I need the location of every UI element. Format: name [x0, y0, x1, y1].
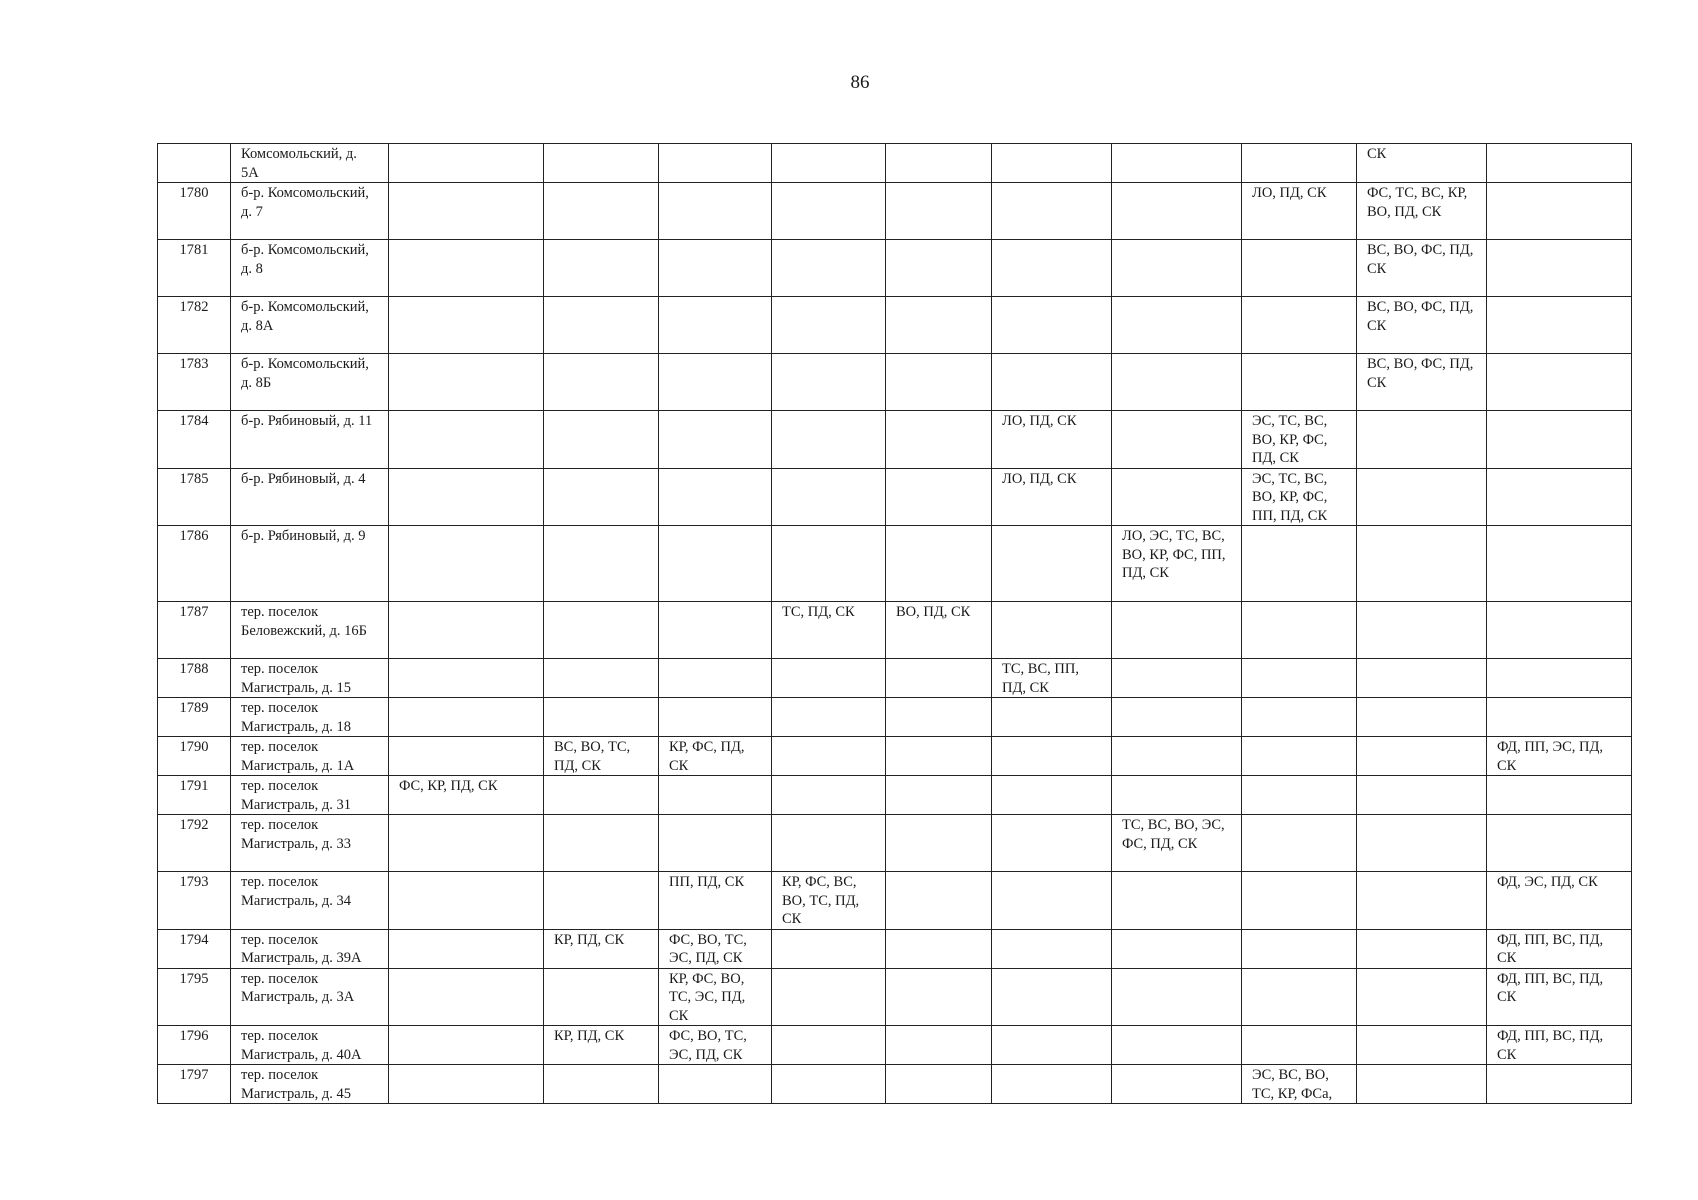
code-cell-c1: [389, 815, 544, 872]
code-cell-c3: [659, 698, 772, 737]
code-cell-c5: [886, 411, 992, 469]
code-cell-c3: [659, 297, 772, 354]
code-cell-c3: [659, 240, 772, 297]
code-cell-c5: [886, 776, 992, 815]
code-cell-c1: [389, 411, 544, 469]
code-cell-c1: [389, 1026, 544, 1065]
code-cell-c3: [659, 815, 772, 872]
row-number-cell: 1793: [158, 872, 231, 930]
code-cell-c9: [1357, 698, 1487, 737]
code-cell-c5: [886, 929, 992, 968]
code-cell-c10: [1487, 183, 1632, 240]
code-cell-c8: ЭС, ТС, ВС, ВО, КР, ФС, ПП, ПД, СК: [1242, 468, 1357, 526]
code-cell-c7: [1112, 1026, 1242, 1065]
code-cell-c10: [1487, 411, 1632, 469]
address-cell: б-р. Комсомольский, д. 7: [231, 183, 389, 240]
code-cell-c9: ВС, ВО, ФС, ПД, СК: [1357, 240, 1487, 297]
row-number-cell: 1781: [158, 240, 231, 297]
code-cell-c5: [886, 526, 992, 602]
code-cell-c3: [659, 776, 772, 815]
code-cell-c8: ЭС, ТС, ВС, ВО, КР, ФС, ПД, СК: [1242, 411, 1357, 469]
code-cell-c4: ТС, ПД, СК: [772, 602, 886, 659]
code-cell-c2: [544, 183, 659, 240]
code-cell-c6: [992, 297, 1112, 354]
code-cell-c6: [992, 144, 1112, 183]
code-cell-c8: [1242, 872, 1357, 930]
address-cell: б-р. Рябиновый, д. 11: [231, 411, 389, 469]
code-cell-c6: ТС, ВС, ПП, ПД, СК: [992, 659, 1112, 698]
code-cell-c8: [1242, 659, 1357, 698]
code-cell-c3: КР, ФС, ВО, ТС, ЭС, ПД, СК: [659, 968, 772, 1026]
code-cell-c8: [1242, 297, 1357, 354]
row-number-cell: 1787: [158, 602, 231, 659]
code-cell-c1: [389, 872, 544, 930]
code-cell-c5: ВО, ПД, СК: [886, 602, 992, 659]
code-cell-c2: [544, 968, 659, 1026]
code-cell-c2: [544, 815, 659, 872]
code-cell-c2: ВС, ВО, ТС, ПД, СК: [544, 737, 659, 776]
code-cell-c9: [1357, 1026, 1487, 1065]
table-row: [158, 240, 1632, 297]
code-cell-c9: ВС, ВО, ФС, ПД, СК: [1357, 297, 1487, 354]
code-cell-c10: ФД, ПП, ВС, ПД, СК: [1487, 968, 1632, 1026]
code-cell-c9: [1357, 776, 1487, 815]
code-cell-c1: ФС, КР, ПД, СК: [389, 776, 544, 815]
row-number-cell: 1785: [158, 468, 231, 526]
code-cell-c2: [544, 297, 659, 354]
table-row: [158, 737, 1632, 776]
code-cell-c5: [886, 698, 992, 737]
code-cell-c6: [992, 240, 1112, 297]
code-cell-c3: [659, 144, 772, 183]
code-cell-c6: [992, 183, 1112, 240]
address-cell: тер. поселок Магистраль, д. 45: [231, 1065, 389, 1104]
code-cell-c6: [992, 968, 1112, 1026]
code-cell-c9: [1357, 968, 1487, 1026]
code-cell-c3: [659, 1065, 772, 1104]
code-cell-c3: [659, 411, 772, 469]
code-cell-c4: [772, 526, 886, 602]
table-row: [158, 468, 1632, 526]
address-cell: тер. поселок Магистраль, д. 39А: [231, 929, 389, 968]
address-cell: тер. поселок Магистраль, д. 15: [231, 659, 389, 698]
table-row: [158, 1065, 1632, 1104]
address-cell: тер. поселок Магистраль, д. 3А: [231, 968, 389, 1026]
code-cell-c4: [772, 1065, 886, 1104]
code-cell-c9: [1357, 411, 1487, 469]
code-cell-c3: КР, ФС, ПД, СК: [659, 737, 772, 776]
code-cell-c8: [1242, 776, 1357, 815]
table-row: [158, 1026, 1632, 1065]
code-cell-c4: [772, 297, 886, 354]
code-cell-c2: [544, 602, 659, 659]
table-row: [158, 872, 1632, 930]
table-row: [158, 815, 1632, 872]
code-cell-c4: [772, 144, 886, 183]
address-cell: б-р. Рябиновый, д. 9: [231, 526, 389, 602]
code-cell-c9: [1357, 929, 1487, 968]
code-cell-c4: [772, 815, 886, 872]
code-cell-c1: [389, 297, 544, 354]
code-cell-c7: [1112, 602, 1242, 659]
code-cell-c10: [1487, 297, 1632, 354]
code-cell-c7: [1112, 737, 1242, 776]
code-cell-c4: [772, 183, 886, 240]
code-cell-c8: [1242, 815, 1357, 872]
address-cell: б-р. Рябиновый, д. 4: [231, 468, 389, 526]
code-cell-c8: [1242, 526, 1357, 602]
code-cell-c3: ПП, ПД, СК: [659, 872, 772, 930]
code-cell-c10: [1487, 468, 1632, 526]
table-row: [158, 183, 1632, 240]
code-cell-c7: ТС, ВС, ВО, ЭС, ФС, ПД, СК: [1112, 815, 1242, 872]
code-cell-c10: [1487, 354, 1632, 411]
code-cell-c7: [1112, 698, 1242, 737]
address-cell: тер. поселок Магистраль, д. 33: [231, 815, 389, 872]
code-cell-c4: [772, 776, 886, 815]
address-cell: тер. поселок Магистраль, д. 1А: [231, 737, 389, 776]
code-cell-c9: ФС, ТС, ВС, КР, ВО, ПД, СК: [1357, 183, 1487, 240]
code-cell-c6: [992, 602, 1112, 659]
code-cell-c2: [544, 354, 659, 411]
code-cell-c1: [389, 602, 544, 659]
code-cell-c7: [1112, 240, 1242, 297]
code-cell-c9: [1357, 815, 1487, 872]
code-cell-c7: [1112, 659, 1242, 698]
table-row: [158, 968, 1632, 1026]
code-cell-c4: [772, 698, 886, 737]
code-cell-c1: [389, 183, 544, 240]
code-cell-c3: [659, 468, 772, 526]
address-cell: Комсомольский, д. 5А: [231, 144, 389, 183]
code-cell-c5: [886, 968, 992, 1026]
code-cell-c5: [886, 297, 992, 354]
code-cell-c10: [1487, 1065, 1632, 1104]
table-row: [158, 526, 1632, 602]
code-cell-c2: [544, 144, 659, 183]
code-cell-c3: ФС, ВО, ТС, ЭС, ПД, СК: [659, 929, 772, 968]
code-cell-c5: [886, 1065, 992, 1104]
code-cell-c8: [1242, 144, 1357, 183]
row-number-cell: 1789: [158, 698, 231, 737]
code-cell-c7: [1112, 297, 1242, 354]
row-number-cell: 1786: [158, 526, 231, 602]
code-cell-c1: [389, 240, 544, 297]
code-cell-c3: [659, 659, 772, 698]
code-cell-c6: [992, 526, 1112, 602]
code-cell-c9: [1357, 659, 1487, 698]
code-cell-c8: [1242, 240, 1357, 297]
code-cell-c1: [389, 929, 544, 968]
code-cell-c2: [544, 526, 659, 602]
code-cell-c9: [1357, 526, 1487, 602]
code-cell-c4: [772, 968, 886, 1026]
code-cell-c8: ЭС, ВС, ВО, ТС, КР, ФСа,: [1242, 1065, 1357, 1104]
code-cell-c4: [772, 659, 886, 698]
code-cell-c7: [1112, 411, 1242, 469]
code-cell-c6: ЛО, ПД, СК: [992, 411, 1112, 469]
code-cell-c7: [1112, 968, 1242, 1026]
code-cell-c8: [1242, 968, 1357, 1026]
code-cell-c2: [544, 698, 659, 737]
code-cell-c10: ФД, ПП, ВС, ПД, СК: [1487, 929, 1632, 968]
code-cell-c1: [389, 968, 544, 1026]
code-cell-c5: [886, 1026, 992, 1065]
code-cell-c5: [886, 468, 992, 526]
code-cell-c8: [1242, 737, 1357, 776]
code-cell-c3: [659, 183, 772, 240]
code-cell-c2: [544, 1065, 659, 1104]
code-cell-c5: [886, 659, 992, 698]
row-number-cell: [158, 144, 231, 183]
code-cell-c6: [992, 776, 1112, 815]
address-cell: б-р. Комсомольский, д. 8А: [231, 297, 389, 354]
code-cell-c3: ФС, ВО, ТС, ЭС, ПД, СК: [659, 1026, 772, 1065]
code-cell-c10: [1487, 815, 1632, 872]
code-cell-c5: [886, 240, 992, 297]
row-number-cell: 1795: [158, 968, 231, 1026]
row-number-cell: 1794: [158, 929, 231, 968]
code-cell-c8: [1242, 929, 1357, 968]
code-cell-c8: [1242, 602, 1357, 659]
code-cell-c10: ФД, ЭС, ПД, СК: [1487, 872, 1632, 930]
code-cell-c10: [1487, 240, 1632, 297]
code-cell-c1: [389, 1065, 544, 1104]
code-cell-c6: [992, 872, 1112, 930]
code-cell-c9: СК: [1357, 144, 1487, 183]
code-cell-c10: [1487, 659, 1632, 698]
code-cell-c7: [1112, 1065, 1242, 1104]
code-cell-c10: ФД, ПП, ВС, ПД, СК: [1487, 1026, 1632, 1065]
code-cell-c6: [992, 1065, 1112, 1104]
code-cell-c10: [1487, 526, 1632, 602]
code-cell-c4: [772, 737, 886, 776]
code-cell-c2: [544, 659, 659, 698]
code-cell-c7: [1112, 468, 1242, 526]
row-number-cell: 1792: [158, 815, 231, 872]
table-row: [158, 144, 1632, 183]
code-cell-c6: ЛО, ПД, СК: [992, 468, 1112, 526]
code-cell-c6: [992, 737, 1112, 776]
table-row: [158, 776, 1632, 815]
row-number-cell: 1790: [158, 737, 231, 776]
code-cell-c6: [992, 1026, 1112, 1065]
page-number: 86: [850, 72, 870, 93]
row-number-cell: 1791: [158, 776, 231, 815]
table-row: [158, 698, 1632, 737]
code-cell-c9: [1357, 872, 1487, 930]
code-cell-c5: [886, 815, 992, 872]
code-cell-c2: [544, 240, 659, 297]
code-cell-c2: [544, 776, 659, 815]
code-cell-c1: [389, 698, 544, 737]
code-cell-c8: [1242, 1026, 1357, 1065]
address-cell: б-р. Комсомольский, д. 8: [231, 240, 389, 297]
register-table-body: [158, 144, 1632, 1104]
code-cell-c10: [1487, 144, 1632, 183]
table-row: [158, 929, 1632, 968]
code-cell-c4: [772, 1026, 886, 1065]
code-cell-c7: [1112, 144, 1242, 183]
code-cell-c2: КР, ПД, СК: [544, 929, 659, 968]
row-number-cell: 1783: [158, 354, 231, 411]
code-cell-c4: [772, 468, 886, 526]
code-cell-c7: ЛО, ЭС, ТС, ВС, ВО, КР, ФС, ПП, ПД, СК: [1112, 526, 1242, 602]
code-cell-c8: [1242, 698, 1357, 737]
code-cell-c7: [1112, 929, 1242, 968]
row-number-cell: 1797: [158, 1065, 231, 1104]
code-cell-c9: [1357, 468, 1487, 526]
code-cell-c6: [992, 929, 1112, 968]
register-table: [157, 143, 1632, 1104]
address-cell: тер. поселок Магистраль, д. 34: [231, 872, 389, 930]
code-cell-c6: [992, 815, 1112, 872]
table-row: [158, 602, 1632, 659]
code-cell-c7: [1112, 183, 1242, 240]
code-cell-c4: [772, 929, 886, 968]
code-cell-c5: [886, 354, 992, 411]
address-cell: тер. поселок Магистраль, д. 31: [231, 776, 389, 815]
code-cell-c6: [992, 698, 1112, 737]
code-cell-c6: [992, 354, 1112, 411]
code-cell-c10: [1487, 776, 1632, 815]
row-number-cell: 1796: [158, 1026, 231, 1065]
code-cell-c9: [1357, 1065, 1487, 1104]
code-cell-c4: [772, 411, 886, 469]
code-cell-c9: ВС, ВО, ФС, ПД, СК: [1357, 354, 1487, 411]
code-cell-c3: [659, 354, 772, 411]
code-cell-c2: [544, 872, 659, 930]
code-cell-c10: ФД, ПП, ЭС, ПД, СК: [1487, 737, 1632, 776]
code-cell-c7: [1112, 872, 1242, 930]
table-row: [158, 659, 1632, 698]
code-cell-c5: [886, 144, 992, 183]
code-cell-c1: [389, 468, 544, 526]
address-cell: б-р. Комсомольский, д. 8Б: [231, 354, 389, 411]
code-cell-c9: [1357, 737, 1487, 776]
table-row: [158, 297, 1632, 354]
code-cell-c5: [886, 737, 992, 776]
code-cell-c1: [389, 144, 544, 183]
address-cell: тер. поселок Беловежский, д. 16Б: [231, 602, 389, 659]
row-number-cell: 1782: [158, 297, 231, 354]
code-cell-c2: [544, 411, 659, 469]
row-number-cell: 1784: [158, 411, 231, 469]
code-cell-c5: [886, 183, 992, 240]
code-cell-c1: [389, 659, 544, 698]
code-cell-c1: [389, 526, 544, 602]
code-cell-c2: [544, 468, 659, 526]
code-cell-c4: [772, 354, 886, 411]
row-number-cell: 1780: [158, 183, 231, 240]
code-cell-c1: [389, 354, 544, 411]
address-cell: тер. поселок Магистраль, д. 40А: [231, 1026, 389, 1065]
code-cell-c4: [772, 240, 886, 297]
code-cell-c7: [1112, 776, 1242, 815]
code-cell-c8: [1242, 354, 1357, 411]
code-cell-c4: КР, ФС, ВС, ВО, ТС, ПД, СК: [772, 872, 886, 930]
code-cell-c9: [1357, 602, 1487, 659]
code-cell-c1: [389, 737, 544, 776]
code-cell-c3: [659, 602, 772, 659]
address-cell: тер. поселок Магистраль, д. 18: [231, 698, 389, 737]
code-cell-c8: ЛО, ПД, СК: [1242, 183, 1357, 240]
code-cell-c5: [886, 872, 992, 930]
code-cell-c2: КР, ПД, СК: [544, 1026, 659, 1065]
code-cell-c10: [1487, 602, 1632, 659]
row-number-cell: 1788: [158, 659, 231, 698]
code-cell-c7: [1112, 354, 1242, 411]
code-cell-c10: [1487, 698, 1632, 737]
code-cell-c3: [659, 526, 772, 602]
table-row: [158, 411, 1632, 469]
table-row: [158, 354, 1632, 411]
